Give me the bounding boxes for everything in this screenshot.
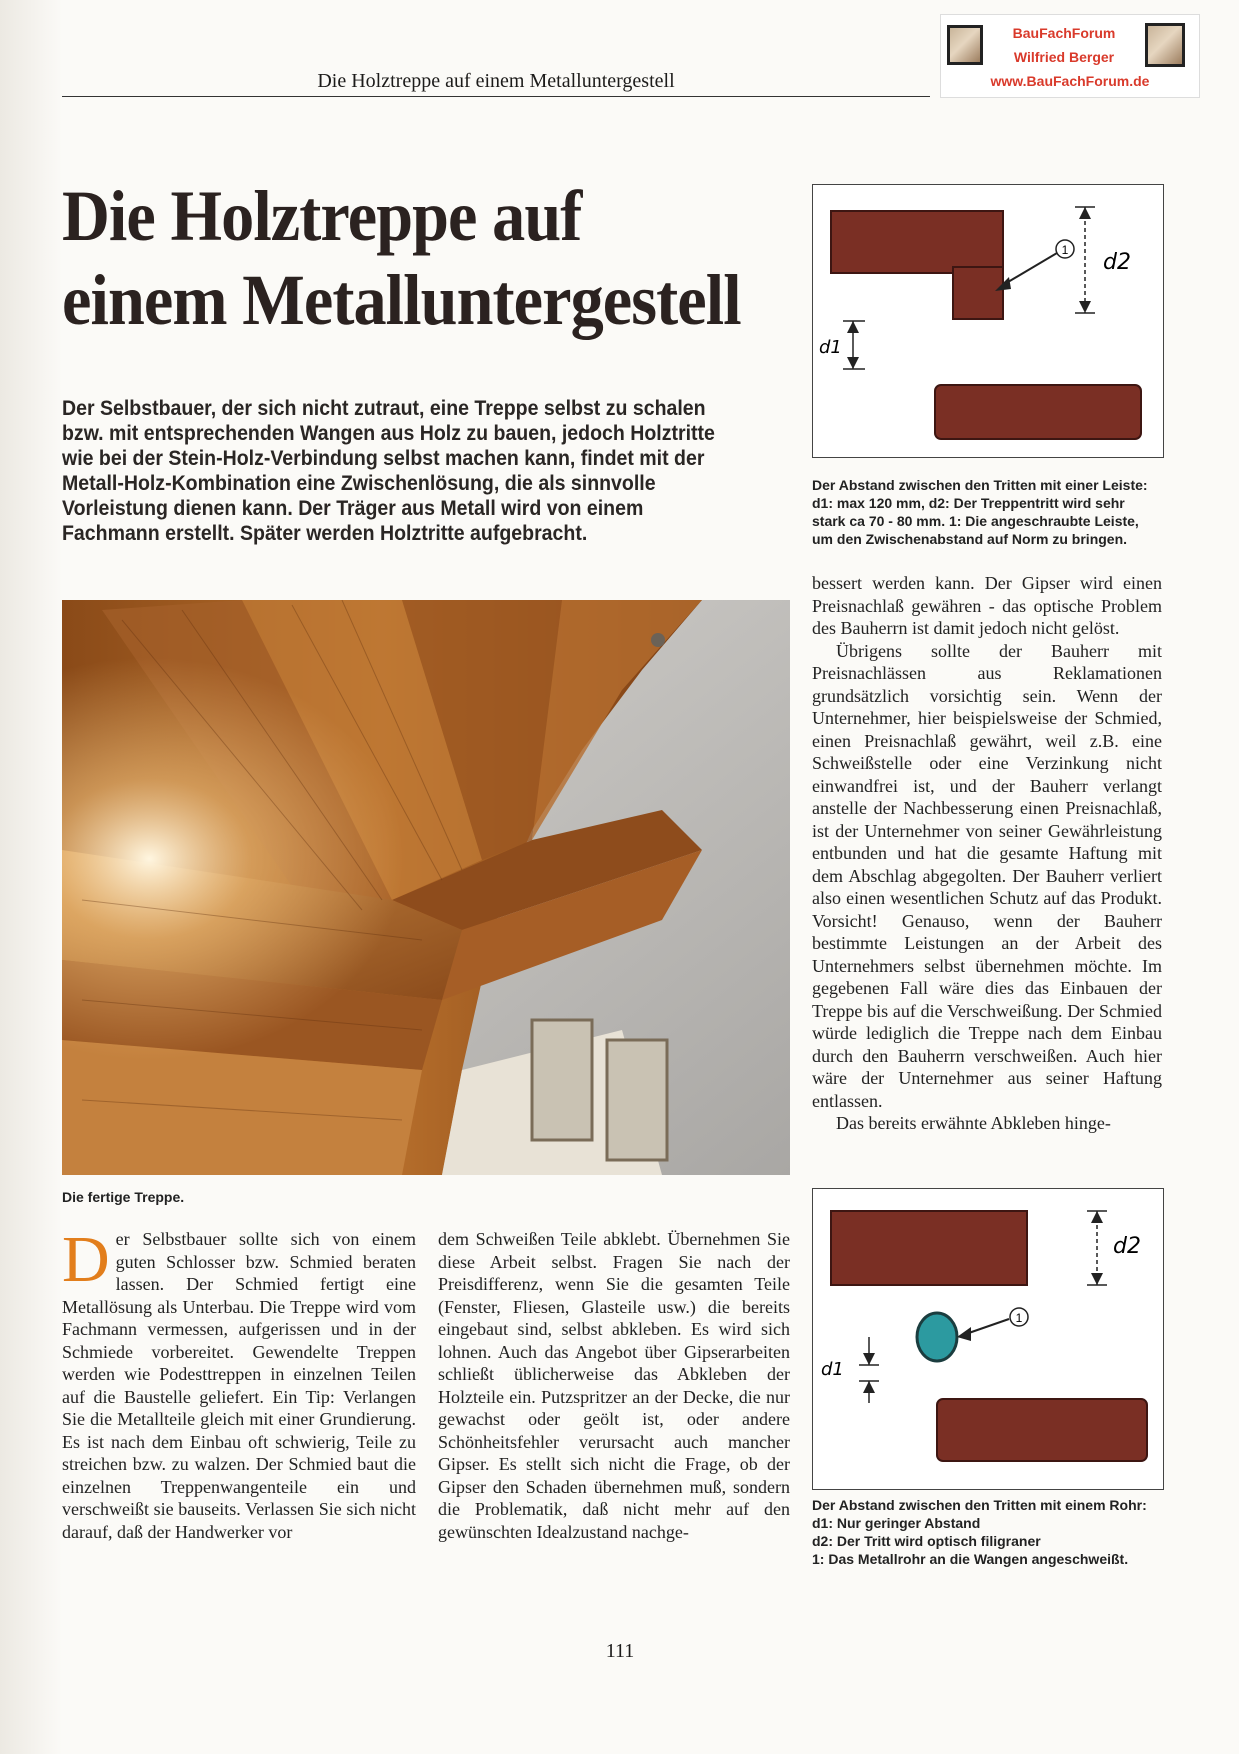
diagram1-caption-line1: Der Abstand zwischen den Tritten mit einer Leiste: bbox=[812, 477, 1148, 493]
diagram2-caption bbox=[812, 1496, 1172, 1568]
lower-tread bbox=[935, 385, 1141, 439]
body-column-1 bbox=[62, 1223, 416, 1543]
logo-emblem-icon bbox=[947, 25, 983, 65]
col3-paragraph-3: Das bereits erwähnte Abkleben hinge- bbox=[836, 1113, 1111, 1133]
diagram-strip-batten-drawing bbox=[813, 185, 1163, 457]
upper-tread bbox=[831, 1211, 1027, 1285]
diagram2-caption-line4: 1: Das Metallrohr an die Wangen angeschweißt. bbox=[812, 1551, 1129, 1567]
photo-caption: Die fertige Treppe. bbox=[62, 1189, 185, 1205]
diagram2-caption-line2: d1: Nur geringer Abstand bbox=[812, 1515, 981, 1531]
marker-1: 1 bbox=[1061, 243, 1069, 257]
batten-strip bbox=[953, 267, 1003, 319]
body-column-3 bbox=[812, 572, 1162, 1135]
article-title: Die Holztreppe auf einem Metalluntergestell bbox=[62, 176, 741, 340]
staircase-photo bbox=[62, 600, 790, 1175]
diagram-strip-batten bbox=[812, 184, 1164, 458]
running-header: Die Holztreppe auf einem Metalluntergestell bbox=[317, 70, 675, 92]
logo-line-1: BauFachForum bbox=[1012, 25, 1116, 41]
label-d1: d1 bbox=[819, 337, 842, 358]
label-d1: d1 bbox=[821, 1359, 844, 1380]
lower-tread bbox=[937, 1399, 1147, 1461]
diagram1-caption-line4: um den Zwischenabstand auf Norm zu bringen. bbox=[812, 531, 1128, 547]
logo-line-2: Wilfried Berger bbox=[1013, 49, 1115, 65]
diagram1-caption bbox=[812, 476, 1172, 548]
header-rule bbox=[62, 96, 930, 97]
scan-edge-shadow bbox=[0, 0, 62, 1754]
marker-1: 1 bbox=[1015, 1311, 1023, 1325]
diagram2-caption-line3: d2: Der Tritt wird optisch filigraner bbox=[812, 1533, 1041, 1549]
diagram1-caption-line2: d1: max 120 mm, d2: Der Treppentritt wird sehr bbox=[812, 495, 1125, 511]
staircase-photo-illustration bbox=[62, 600, 790, 1175]
body-column-2: dem Schweißen Teile abklebt. Übernehmen Sie diese Arbeit selbst. Fragen Sie nach der Preisdifferenz, wenn Sie die gesamten Teile (Fenster, Fliesen, Glasteile usw.) die bereits eingebaut sind, selbst abkleben. Es wird sich lohnen. Auch das Angebot über Gipserarbeiten schließt üblicherweise das Abkleben der Holzteile ein. Putzspritzer an der Decke, die nur gewachst oder geölt ist, oder andere Schönheitsfehler verursacht auch mancher Gipser. Es stellt sich nicht die Frage, ob der Gipser den Schaden übernehmen muß, sondern die Problematik, daß nicht mehr auf den gewünschten Idealzustand nachge- bbox=[438, 1229, 790, 1542]
col3-paragraph-1: bessert werden kann. Der Gipser wird einen Preisnachlaß gewähren - das optische Problem des Bauherrn ist damit jedoch nicht gelöst. bbox=[812, 573, 1162, 638]
diagram1-caption-line3: stark ca 70 - 80 mm. 1: Die angeschraubte Leiste, bbox=[812, 513, 1139, 529]
logo-emblem-icon bbox=[1145, 23, 1185, 67]
body-column-1-text: er Selbstbauer sollte sich von einem guten Schlosser bzw. Schmied beraten lassen. Der Schmied fertigt eine Metallösung als Unterbau. Die Treppe wird vom Fachmann vermessen, aufgerissen und in der Schmiede vorbereitet. Gewendelte Treppen werden wie Podesttreppen in einzelnen Teilen auf die Baustelle geliefert. Ein Tip: Verlangen Sie die Metallteile gleich mit einer Grundierung. Es ist nach dem Einbau oft schwierig, Teile zu streichen bzw. zu walzen. Der Schmied baut die einzelnen Treppenwangenteile ein und verschweißt sie bauseits. Verlassen Sie sich nicht darauf, daß der Handwerker vor bbox=[62, 1229, 416, 1542]
metal-tube bbox=[917, 1313, 957, 1361]
drop-cap: D bbox=[62, 1223, 110, 1296]
page-number: 111 bbox=[605, 1640, 635, 1662]
label-d2: d2 bbox=[1103, 250, 1131, 275]
bauforum-logo[interactable] bbox=[940, 14, 1200, 98]
article-lead: Der Selbstbauer, der sich nicht zutraut, eine Treppe selbst zu schalen bzw. mit entsprechenden Wangen aus Holz zu bauen, jedoch Holztritte wie bei der Stein-Holz-Verbindung selbst machen kann, findet mit der Metall-Holz-Kombination eine Zwischenlösung, die als sinnvolle Vorleistung dienen kann. Der Träger aus Metall wird von einem Fachmann erstellt. Später werden Holztritte aufgebracht. bbox=[62, 397, 715, 545]
diagram-metal-tube bbox=[812, 1188, 1164, 1490]
diagram-metal-tube-drawing bbox=[813, 1189, 1163, 1489]
label-d2: d2 bbox=[1113, 1234, 1141, 1259]
diagram2-caption-line1: Der Abstand zwischen den Tritten mit einem Rohr: bbox=[812, 1497, 1147, 1513]
col3-paragraph-2: Übrigens sollte der Bauherr mit Preisnachlässen aus Reklamationen grundsätzlich vorsichtig sein. Wenn der Unternehmer, hier beispielsweise der Schmied, einen Preisnachlaß gewährt, weil z.B. eine Schweißstelle oder eine Verzinkung nicht einwandfrei ist, und der Bauherr verlangt anstelle der Nachbesserung einen Preisnachlaß, ist der Unternehmer von seiner Gewährleistung entbunden und hat die gesamte Haftung mit dem Abschlag abgegolten. Der Bauherr verliert also einen wesentlichen Schutz auf das Produkt. Vorsicht! Genauso, wenn der Bauherr bestimmte Leistungen an der Arbeit des Unternehmers selbst übernehmen möchte. Im gegebenen Fall wäre dies das Einbauen der Treppe bis auf die Verschweißung. Der Schmied würde lediglich die Treppe nach dem Einbau durch den Bauherrn verschweißen. Auch hier wäre der Unternehmer aus seiner Haftung entlassen. bbox=[812, 640, 1162, 1111]
logo-url[interactable]: www.BauFachForum.de bbox=[990, 73, 1150, 89]
upper-tread bbox=[831, 211, 1003, 273]
